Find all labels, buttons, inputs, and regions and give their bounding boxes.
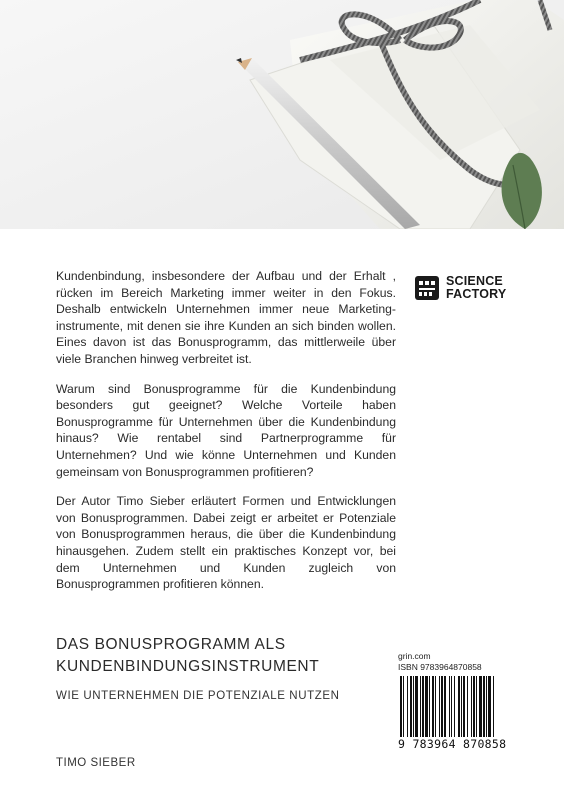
barcode-bar: [493, 676, 494, 738]
book-title-line-1: DAS BONUSPROGRAMM ALS: [56, 636, 286, 653]
book-author: TIMO SIEBER: [56, 757, 136, 769]
barcode-bar: [467, 676, 468, 738]
logo-wordmark: [446, 275, 506, 301]
book-subtitle: WIE UNTERNEHMEN DIE POTENZIALE NUTZEN: [56, 690, 340, 702]
back-cover-blurb: [56, 268, 396, 606]
blurb-paragraph: Warum sind Bonusprogramme für die Kundenbindung besonders gut geeignet? Welche Vorteile haben Bonusprogramme für Unternehmen über die Kundenbindung hinaus? Wie rentabel sind Partnerprogramme für Unternehmen? Und wie könne Unternehmen und Kunden gemeinsam von Bonusprogrammen profitieren?: [56, 381, 396, 479]
barcode-bar: [451, 676, 452, 738]
barcode-bar: [473, 676, 475, 738]
book-title: [56, 634, 376, 678]
publisher-url: grin.com: [398, 651, 431, 661]
barcode-bar: [476, 676, 477, 738]
barcode-bars: [396, 676, 546, 738]
barcode-bar: [449, 676, 450, 738]
science-factory-logo-icon: [414, 275, 440, 301]
barcode-bar: [400, 676, 402, 738]
logo-line-2: FACTORY: [446, 287, 507, 301]
isbn-label: ISBN 9783964870858: [398, 662, 482, 672]
barcode-bar: [425, 676, 428, 738]
barcode-bar: [415, 676, 418, 738]
barcode-bar: [486, 676, 487, 738]
barcode-bar: [420, 676, 421, 738]
barcode-bar: [488, 676, 491, 738]
blurb-paragraph: Der Autor Timo Sieber erläutert Formen und Entwicklungen von Bonusprogrammen. Dabei zeigt er arbeitet er Potenziale von Bonusprogrammen heraus, die über die Kundenbindung hinausgehen. Zudem stellt ein praktisches Konzept vor, bei dem Unternehmen und Kunden zugleich von Bonusprogrammen profitieren können.: [56, 494, 396, 592]
barcode-bar: [444, 676, 446, 738]
barcode-bar: [483, 676, 485, 738]
barcode-bar: [463, 676, 465, 738]
barcode-bar: [422, 676, 424, 738]
barcode-bar: [458, 676, 460, 738]
publisher-logo: [414, 272, 514, 304]
barcode-bar: [454, 676, 455, 738]
logo-line-1: SCIENCE: [446, 274, 503, 288]
barcode-digits: 9 783964 870858: [398, 737, 544, 751]
cover-photo: [0, 0, 564, 229]
barcode-bar: [413, 676, 414, 738]
barcode-bar: [471, 676, 472, 738]
barcode-bar: [407, 676, 408, 738]
book-title-line-2: KUNDENBINDUNGSINSTRUMENT: [56, 658, 320, 675]
barcode-bar: [429, 676, 430, 738]
barcode-bar: [432, 676, 434, 738]
barcode-bar: [441, 676, 443, 738]
barcode-bar: [410, 676, 412, 738]
barcode-bar: [439, 676, 440, 738]
barcode-bar: [403, 676, 404, 738]
barcode-bar: [435, 676, 436, 738]
blurb-paragraph: Kundenbindung, insbesondere der Aufbau und der Erhalt , rücken im Bereich Marketing immer weiter in den Fokus. Deshalb entwickeln Unternehmen immer neue Marketing-instrumente, mit denen sie ihre Kunden an sich binden wollen. Eines davon ist das Bonusprogramm, das mittlerweile über viele Branchen hinweg verbreitet ist.: [56, 269, 396, 366]
barcode-bar: [479, 676, 482, 738]
barcode-bar: [461, 676, 462, 738]
